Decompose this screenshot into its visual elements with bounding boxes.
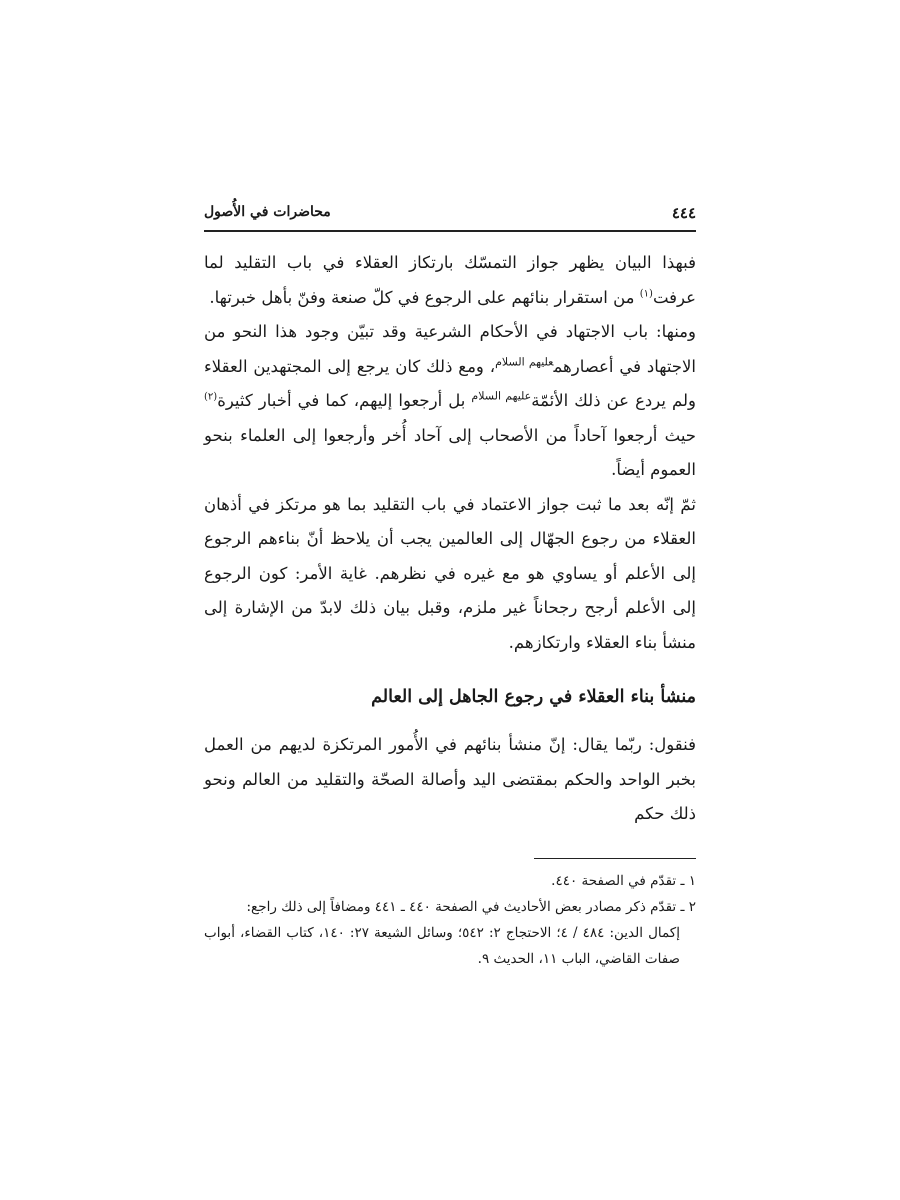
footnote-2-continuation: إكمال الدين: ٤٨٤ / ٤؛ الاحتجاج ٢: ٥٤٢؛ وسائل الشيعة ٢٧: ١٤٠، كتاب القضاء، أبواب صفات القاضي، الباب ١١، الحديث ٩. (204, 925, 680, 967)
section-heading: منشأ بناء العقلاء في رجوع الجاهل إلى العالم (371, 687, 696, 707)
paragraph-1 (204, 246, 696, 315)
footnote-1: ١ ـ تقدّم في الصفحة ٤٤٠. (551, 873, 696, 889)
paragraph-1-text-b: من استقرار بنائهم على الرجوع في كلّ صنعة وفنّ بأهل خبرتها. (209, 287, 640, 307)
footnote-ref-1: (١) (639, 288, 653, 299)
paragraph-3: ثمّ إنّه بعد ما ثبت جواز الاعتماد في باب التقليد بما هو مرتكز في أذهان العقلاء من رجوع الجهّال إلى العالمين يجب أن يلاحظ أنّ بناءهم الرجوع إلى الأعلم أو يساوي هو مع غيره في نظرهم. غاية الأمر: كون الرجوع إلى الأعلم أرجح رجحاناً غير ملزم، وقبل بيان ذلك لابدّ من الإشارة إلى منشأ بناء العقلاء وارتكازهم. (204, 494, 696, 652)
paragraph-1-text-a: فبهذا البيان يظهر جواز التمسّك بارتكاز العقلاء في باب التقليد لما عرفت (204, 253, 696, 307)
main-text (204, 246, 696, 832)
running-title: محاضرات في الأُصول (204, 204, 331, 220)
page-number: ٤٤٤ (671, 204, 696, 222)
paragraph-2-text-d: حيث أرجعوا آحاداً من الأصحاب إلى آحاد أُخر وأرجعوا إلى العلماء بنحو العموم أيضاً. (204, 425, 696, 479)
page-header (204, 202, 696, 232)
paragraph-2-text-c: بل أرجعوا إليهم، كما في أخبار كثيرة (217, 391, 472, 410)
honorific-symbol: عليهم السلام (471, 389, 532, 403)
footnotes (204, 868, 696, 972)
footnote-separator (534, 858, 696, 859)
paragraph-4: فنقول: ربّما يقال: إنّ منشأ بنائهم في الأُمور المرتكزة لديهم من العمل بخبر الواحد والحكم بمقتضى اليد وأصالة الصحّة والتقليد من العالم ونحو ذلك حكم (204, 735, 696, 823)
paragraph-2-text-b: ، ومع ذلك كان يرجع إلى المجتهدين العقلاء ولم يردع عن ذلك الأئمّة (204, 356, 696, 410)
footnote-2: ٢ ـ تقدّم ذكر مصادر بعض الأحاديث في الصفحة ٤٤٠ ـ ٤٤١ ومضافاً إلى ذلك راجع: (246, 899, 696, 915)
honorific-symbol: عليهم السلام (495, 355, 554, 368)
footnote-ref-2: (٢) (204, 391, 218, 403)
paragraph-2-text-a: ومنها: باب الاجتهاد في الأحكام الشرعية وقد تبيّن وجود هذا النحو من الاجتهاد في أعصارهم (204, 322, 697, 376)
paragraph-2 (204, 315, 696, 488)
